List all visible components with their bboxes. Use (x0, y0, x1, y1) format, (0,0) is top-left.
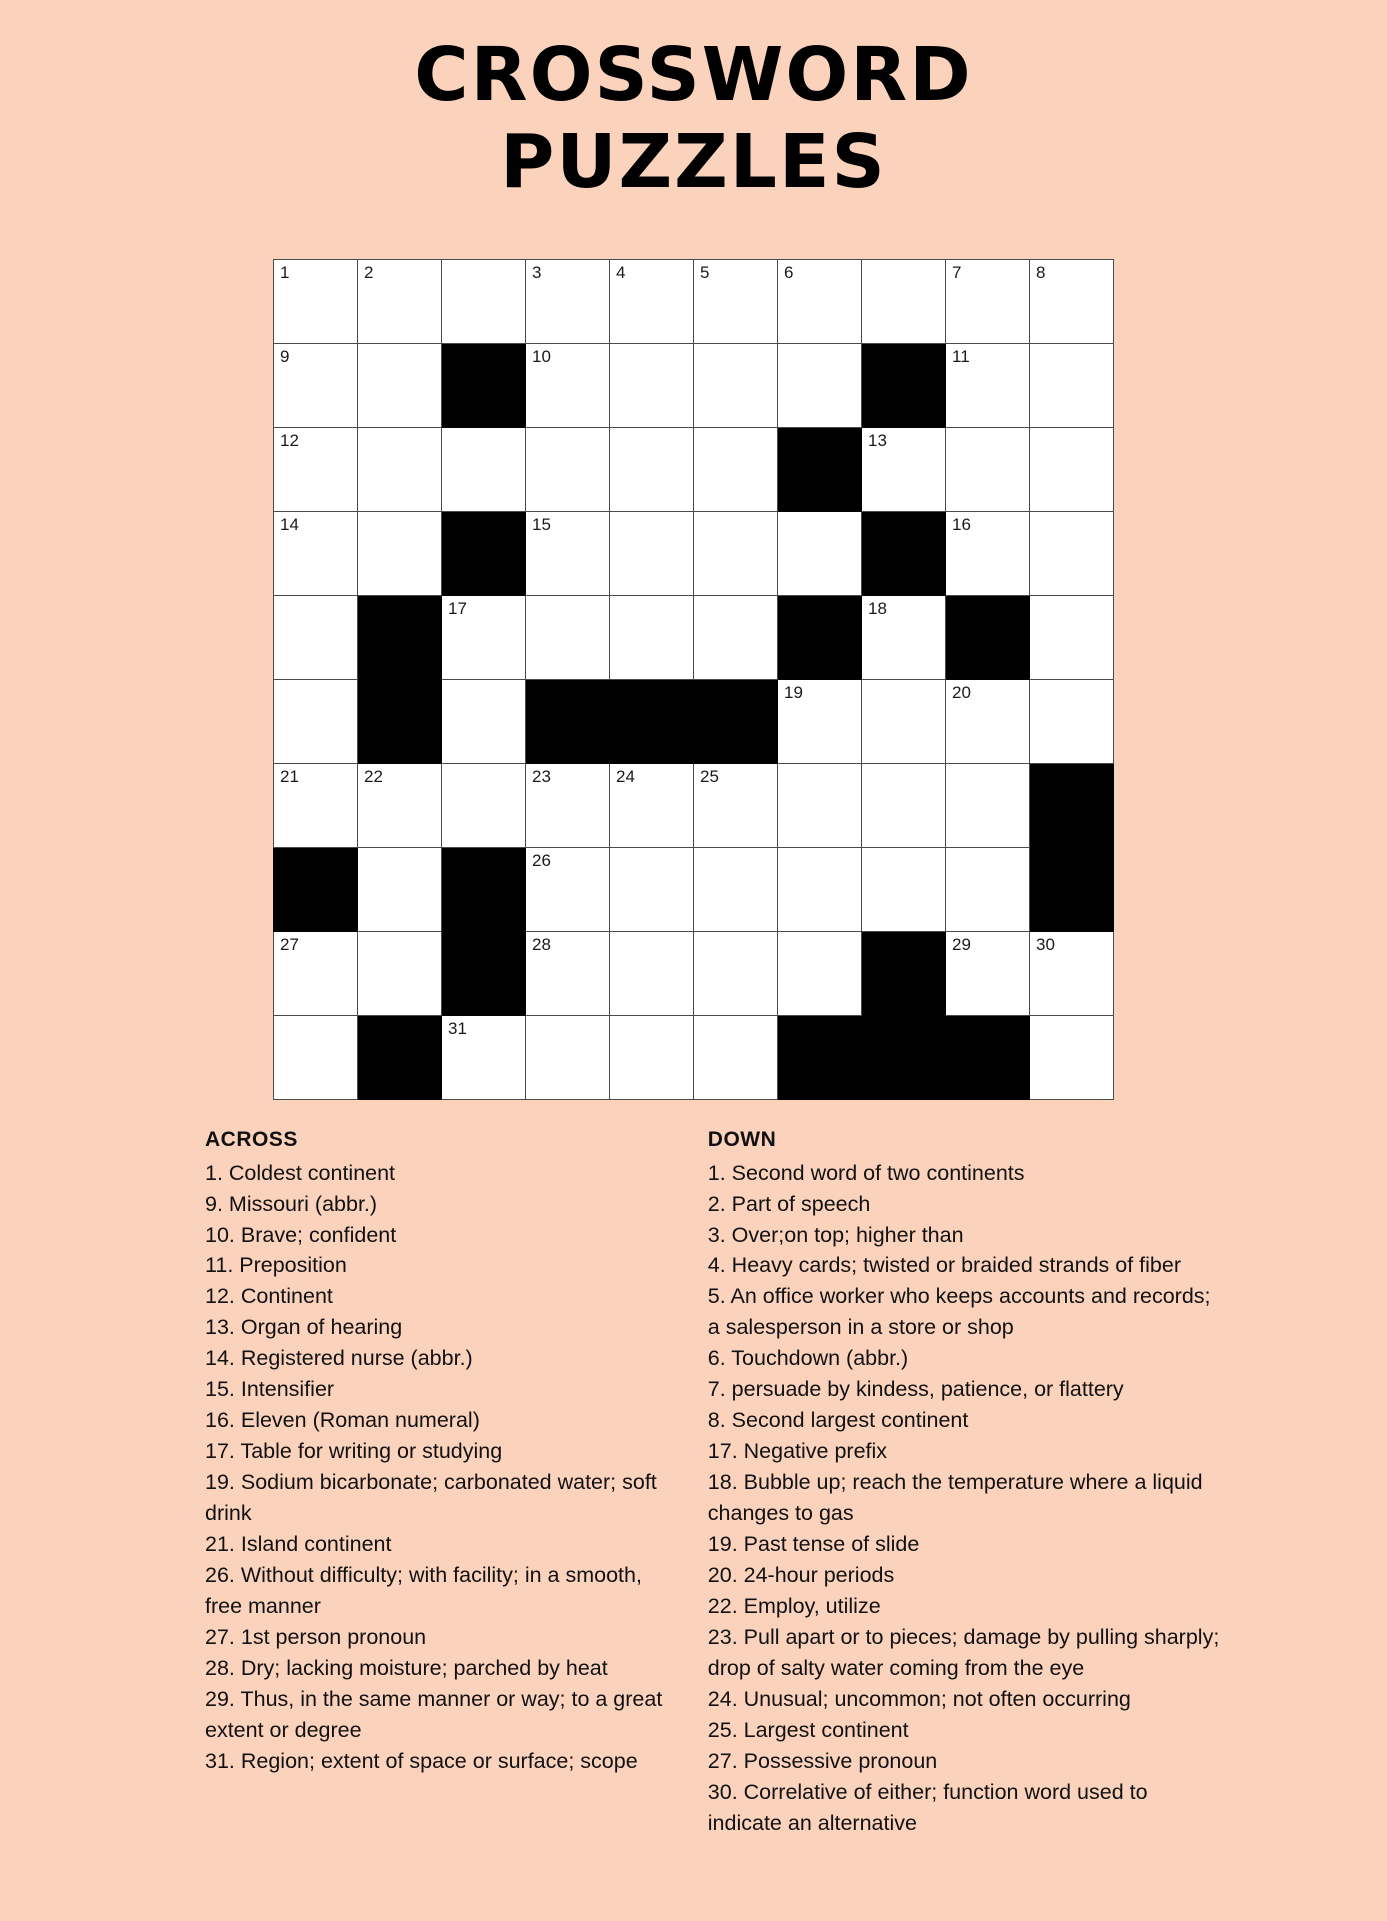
grid-cell[interactable] (1030, 259, 1114, 343)
grid-cell[interactable] (946, 679, 1030, 763)
grid-cell-block (358, 679, 442, 763)
across-clue-item: 19. Sodium bicarbonate; carbonated water; soft drink (205, 1470, 657, 1526)
grid-cell-number: 29 (952, 934, 971, 954)
grid-cell-block (862, 511, 946, 595)
grid-cell[interactable] (358, 427, 442, 511)
grid-cell[interactable] (358, 259, 442, 343)
down-clue-item: 4. Heavy cards; twisted or braided strands of fiber (707, 1253, 1182, 1278)
grid-cell-block (778, 595, 862, 679)
across-heading: ACROSS (205, 1127, 298, 1151)
across-clue-item: 11. Preposition (205, 1253, 347, 1278)
grid-cell[interactable] (862, 259, 946, 343)
grid-cell-number: 15 (532, 514, 551, 534)
grid-cell[interactable] (946, 511, 1030, 595)
grid-cell[interactable] (358, 931, 442, 1015)
across-clue-item: 28. Dry; lacking moisture; parched by heat (205, 1655, 608, 1680)
grid-cell[interactable] (1030, 679, 1114, 763)
grid-cell[interactable] (274, 511, 358, 595)
grid-cell-block (778, 1015, 862, 1099)
grid-cell-block (1030, 847, 1114, 931)
grid-cell-block (610, 679, 694, 763)
down-clue-item: 25. Largest continent (707, 1717, 909, 1742)
grid-cell-block (862, 931, 946, 1015)
grid-cell-block (694, 679, 778, 763)
grid-cell-number: 21 (280, 766, 299, 786)
grid-cell-block (442, 343, 526, 427)
grid-cell[interactable] (1030, 511, 1114, 595)
grid-cell-number: 27 (280, 934, 299, 954)
grid-cell-number: 6 (784, 262, 794, 282)
grid-cell[interactable] (862, 763, 946, 847)
down-clue-item: 24. Unusual; uncommon; not often occurring (707, 1686, 1131, 1711)
grid-cell[interactable] (526, 343, 610, 427)
grid-cell-number: 4 (616, 262, 626, 282)
across-clue-item: 1. Coldest continent (205, 1160, 396, 1185)
grid-cell[interactable] (946, 931, 1030, 1015)
grid-cell[interactable] (778, 763, 862, 847)
grid-cell[interactable] (526, 595, 610, 679)
grid-cell[interactable] (442, 259, 526, 343)
grid-cell[interactable] (610, 259, 694, 343)
down-clue-item: 5. An office worker who keeps accounts and records; a salesperson in a store or shop (707, 1284, 1211, 1340)
grid-cell-number: 5 (700, 262, 710, 282)
grid-cell-number: 20 (952, 682, 971, 702)
grid-cell-number: 22 (364, 766, 383, 786)
page-title-line-2: PUZZLES (500, 119, 887, 206)
grid-cell[interactable] (778, 847, 862, 931)
grid-cell[interactable] (274, 343, 358, 427)
grid-cell[interactable] (274, 595, 358, 679)
grid-cell[interactable] (694, 847, 778, 931)
grid-cell-number: 13 (868, 430, 887, 450)
grid-cell[interactable] (694, 511, 778, 595)
down-clue-item: 23. Pull apart or to pieces; damage by pulling sharply; drop of salty water coming from the eye (707, 1624, 1220, 1680)
grid-cell[interactable] (526, 511, 610, 595)
down-clue-item: 3. Over;on top; higher than (707, 1222, 964, 1247)
grid-row (274, 259, 1114, 343)
across-clue-item: 21. Island continent (205, 1532, 392, 1557)
down-clue-item: 18. Bubble up; reach the temperature where a liquid changes to gas (707, 1470, 1203, 1526)
grid-cell-number: 3 (532, 262, 542, 282)
grid-cell[interactable] (1030, 1015, 1114, 1099)
grid-cell[interactable] (358, 847, 442, 931)
grid-cell[interactable] (358, 343, 442, 427)
grid-cell-number: 12 (280, 430, 299, 450)
grid-row (274, 847, 1114, 931)
grid-cell-block (1030, 763, 1114, 847)
grid-cell-number: 8 (1036, 262, 1046, 282)
grid-cell-number: 7 (952, 262, 962, 282)
clues-section (0, 1128, 1387, 1839)
down-heading: DOWN (707, 1127, 777, 1151)
down-clue-item: 8. Second largest continent (707, 1408, 969, 1433)
grid-cell-number: 18 (868, 598, 887, 618)
grid-cell[interactable] (694, 343, 778, 427)
down-clue-item: 20. 24-hour periods (707, 1563, 895, 1588)
grid-cell[interactable] (526, 931, 610, 1015)
down-clue-item: 7. persuade by kindess, patience, or flattery (707, 1377, 1124, 1402)
grid-cell-number: 17 (448, 598, 467, 618)
grid-cell-block (358, 1015, 442, 1099)
grid-row (274, 1015, 1114, 1099)
grid-row (274, 343, 1114, 427)
grid-cell-number: 16 (952, 514, 971, 534)
grid-cell[interactable] (610, 847, 694, 931)
grid-cell[interactable] (610, 1015, 694, 1099)
down-clue-item: 30. Correlative of either; function word used to indicate an alternative (707, 1779, 1148, 1835)
grid-cell[interactable] (1030, 931, 1114, 1015)
grid-cell-block (946, 1015, 1030, 1099)
grid-cell[interactable] (610, 595, 694, 679)
across-clue-item: 12. Continent (205, 1284, 333, 1309)
grid-cell[interactable] (778, 343, 862, 427)
across-clue-item: 10. Brave; confident (205, 1222, 397, 1247)
grid-cell[interactable] (442, 427, 526, 511)
across-clue-item: 15. Intensifier (205, 1377, 335, 1402)
down-clue-item: 27. Possessive pronoun (707, 1748, 938, 1773)
grid-row (274, 679, 1114, 763)
grid-cell[interactable] (694, 427, 778, 511)
crossword-grid-container (0, 259, 1387, 1100)
down-clue-item: 6. Touchdown (abbr.) (707, 1346, 909, 1371)
grid-cell[interactable] (610, 763, 694, 847)
grid-cell[interactable] (862, 595, 946, 679)
grid-cell[interactable] (862, 679, 946, 763)
grid-cell-block (274, 847, 358, 931)
grid-cell-number: 14 (280, 514, 299, 534)
across-clue-item: 17. Table for writing or studying (205, 1439, 503, 1464)
down-clue-item: 17. Negative prefix (707, 1439, 888, 1464)
grid-cell-number: 28 (532, 934, 551, 954)
grid-cell[interactable] (694, 595, 778, 679)
grid-cell[interactable] (1030, 427, 1114, 511)
down-clues-column (708, 1128, 1222, 1839)
grid-row (274, 763, 1114, 847)
down-clue-item: 19. Past tense of slide (707, 1532, 920, 1557)
grid-cell-number: 10 (532, 346, 551, 366)
grid-cell[interactable] (442, 1015, 526, 1099)
grid-cell[interactable] (610, 511, 694, 595)
grid-cell-number: 1 (280, 262, 290, 282)
grid-row (274, 511, 1114, 595)
grid-cell[interactable] (526, 1015, 610, 1099)
grid-cell[interactable] (442, 679, 526, 763)
grid-cell[interactable] (274, 427, 358, 511)
grid-cell[interactable] (274, 259, 358, 343)
grid-cell[interactable] (526, 847, 610, 931)
grid-cell-block (442, 931, 526, 1015)
grid-cell[interactable] (946, 259, 1030, 343)
grid-cell[interactable] (862, 847, 946, 931)
grid-cell[interactable] (274, 1015, 358, 1099)
grid-cell[interactable] (1030, 595, 1114, 679)
across-clues-column (205, 1128, 670, 1839)
grid-cell[interactable] (442, 595, 526, 679)
across-clue-list (205, 1158, 670, 1777)
grid-cell-number: 23 (532, 766, 551, 786)
grid-cell-number: 19 (784, 682, 803, 702)
grid-cell-number: 2 (364, 262, 374, 282)
across-clue-item: 31. Region; extent of space or surface; scope (205, 1748, 638, 1773)
grid-cell[interactable] (274, 679, 358, 763)
across-clue-item: 26. Without difficulty; with facility; in a smooth, free manner (205, 1563, 642, 1618)
grid-cell[interactable] (526, 427, 610, 511)
grid-cell[interactable] (778, 679, 862, 763)
grid-cell[interactable] (946, 763, 1030, 847)
across-clue-item: 29. Thus, in the same manner or way; to a great extent or degree (205, 1686, 663, 1742)
across-clue-item: 13. Organ of hearing (205, 1315, 403, 1340)
page-title-line-1: CROSSWORD (414, 32, 973, 118)
grid-row (274, 427, 1114, 511)
grid-cell[interactable] (946, 427, 1030, 511)
grid-cell-number: 24 (616, 766, 635, 786)
grid-cell[interactable] (694, 1015, 778, 1099)
grid-cell-block (946, 595, 1030, 679)
grid-cell-block (778, 427, 862, 511)
grid-cell-number: 25 (700, 766, 719, 786)
across-clue-item: 14. Registered nurse (abbr.) (205, 1346, 473, 1371)
grid-cell[interactable] (526, 763, 610, 847)
grid-cell[interactable] (610, 343, 694, 427)
grid-row (274, 595, 1114, 679)
grid-cell[interactable] (946, 847, 1030, 931)
down-clue-item: 2. Part of speech (707, 1191, 871, 1216)
grid-cell[interactable] (358, 511, 442, 595)
grid-cell[interactable] (778, 259, 862, 343)
grid-cell[interactable] (274, 763, 358, 847)
grid-cell[interactable] (694, 931, 778, 1015)
grid-cell-block (862, 343, 946, 427)
grid-cell[interactable] (694, 763, 778, 847)
grid-cell[interactable] (862, 427, 946, 511)
grid-cell-block (358, 595, 442, 679)
across-clue-item: 27. 1st person pronoun (205, 1624, 427, 1649)
grid-cell-number: 30 (1036, 934, 1055, 954)
grid-cell[interactable] (694, 259, 778, 343)
page-title (0, 0, 1387, 207)
grid-cell-block (442, 847, 526, 931)
grid-cell[interactable] (778, 511, 862, 595)
down-clue-item: 1. Second word of two continents (707, 1160, 1025, 1185)
grid-cell-number: 9 (280, 346, 290, 366)
grid-cell-number: 26 (532, 850, 551, 870)
down-clue-list (708, 1158, 1222, 1839)
grid-cell[interactable] (1030, 343, 1114, 427)
grid-cell[interactable] (526, 259, 610, 343)
grid-cell[interactable] (610, 427, 694, 511)
crossword-grid[interactable] (273, 259, 1114, 1100)
grid-cell[interactable] (610, 931, 694, 1015)
across-clue-item: 16. Eleven (Roman numeral) (205, 1408, 480, 1433)
grid-cell-number: 31 (448, 1018, 467, 1038)
grid-cell-number: 11 (952, 346, 970, 366)
across-clue-item: 9. Missouri (abbr.) (205, 1191, 378, 1216)
grid-cell[interactable] (778, 931, 862, 1015)
grid-cell[interactable] (358, 763, 442, 847)
grid-cell[interactable] (274, 931, 358, 1015)
grid-cell[interactable] (442, 763, 526, 847)
down-clue-item: 22. Employ, utilize (707, 1593, 881, 1618)
grid-cell[interactable] (946, 343, 1030, 427)
grid-row (274, 931, 1114, 1015)
grid-cell-block (442, 511, 526, 595)
grid-cell-block (526, 679, 610, 763)
grid-cell-block (862, 1015, 946, 1099)
